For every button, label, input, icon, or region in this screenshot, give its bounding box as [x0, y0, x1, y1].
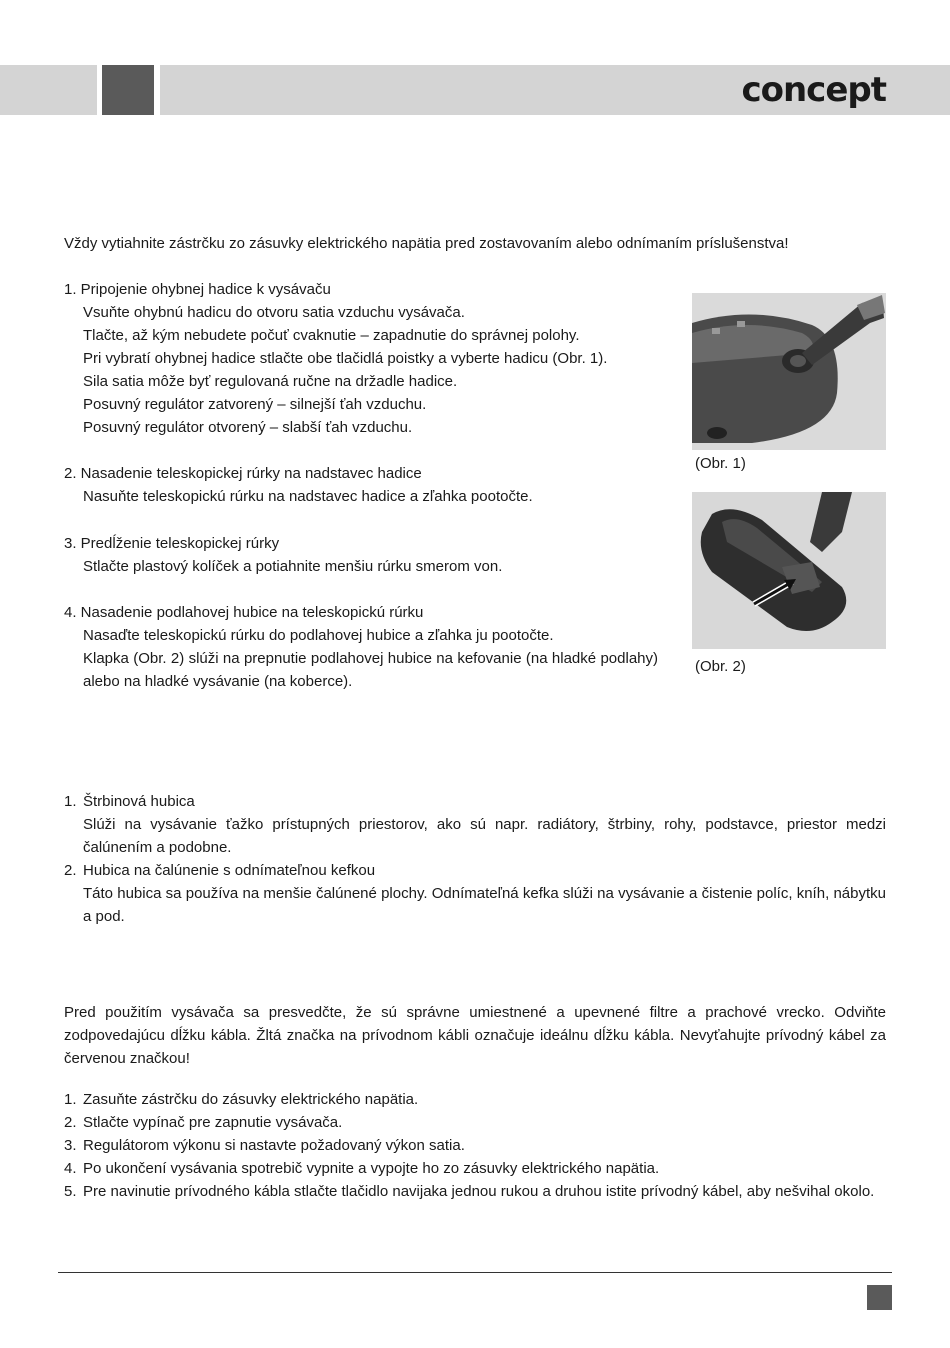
- accessory-title: Štrbinová hubica: [83, 793, 195, 810]
- accessories-list: [64, 790, 886, 928]
- accessory-title: Hubica na čalúnenie s odnímateľnou kefkou: [83, 862, 376, 879]
- footer-divider: [58, 1272, 892, 1273]
- list-item: [64, 859, 886, 928]
- figure-1-caption: (Obr. 1): [695, 455, 746, 472]
- list-number: 1.: [64, 1091, 77, 1108]
- list-number: 2.: [64, 1114, 77, 1131]
- assembly-section-1: [64, 278, 664, 439]
- assembly-section-4: [64, 601, 658, 693]
- instruction-line: Tlačte, až kým nebudete počuť cvaknutie – zapadnutie do správnej polohy.: [83, 327, 580, 344]
- step-text: Zasuňte zástrčku do zásuvky elektrického napätia.: [83, 1091, 419, 1108]
- instruction-line: Posuvný regulátor otvorený – slabší ťah vzduchu.: [83, 419, 413, 436]
- accessory-description: Táto hubica sa používa na menšie čalúnené plochy. Odnímateľná kefka slúži na vysávanie a čistenie políc, kníh, nábytku a pod.: [83, 885, 886, 925]
- list-item: [64, 1180, 886, 1203]
- section-title: 1. Pripojenie ohybnej hadice k vysávaču: [64, 281, 331, 298]
- list-number: 1.: [64, 793, 77, 810]
- header-section-marker: [102, 65, 154, 115]
- list-item: [64, 1134, 886, 1157]
- usage-steps: [64, 1088, 886, 1203]
- list-item: [64, 790, 886, 859]
- instruction-line: Posuvný regulátor zatvorený – silnejší ťah vzduchu.: [83, 396, 427, 413]
- section-title: 2. Nasadenie teleskopickej rúrky na nadstavec hadice: [64, 465, 422, 482]
- instruction-line: Nasaďte teleskopickú rúrku do podlahovej hubice a zľahka ju pootočte.: [83, 627, 554, 644]
- list-item: [64, 1111, 886, 1134]
- figure-floor-nozzle-photo: [692, 492, 886, 649]
- instruction-line: Stlačte plastový kolíček a potiahnite menšiu rúrku smerom von.: [83, 558, 503, 575]
- brand-logo: concept: [741, 70, 886, 110]
- list-number: 5.: [64, 1183, 77, 1200]
- step-text: Po ukončení vysávania spotrebič vypnite a vypojte ho zo zásuvky elektrického napätia.: [83, 1160, 660, 1177]
- instruction-line: Klapka (Obr. 2) slúži na prepnutie podlahovej hubice na kefovanie (na hladké podlahy) alebo na hladké vysávanie (na koberce).: [83, 650, 658, 690]
- list-item: [64, 1157, 886, 1180]
- figure-2-caption: (Obr. 2): [695, 658, 746, 675]
- usage-paragraph: Pred použitím vysávača sa presvedčte, že sú správne umiestnené a upevnené filtre a prachové vrecko. Odviňte zodpovedajúcu dĺžku kábla. Žltá značka na prívodnom kábli označuje ideálnu dĺžku kábla. Nevyťahujte prívodný kábel za červenou značkou!: [64, 1004, 886, 1067]
- page-marker: [867, 1285, 892, 1310]
- section-title: 4. Nasadenie podlahovej hubice na teleskopickú rúrku: [64, 604, 424, 621]
- instruction-line: Sila satia môže byť regulovaná ručne na držadle hadice.: [83, 373, 458, 390]
- instruction-line: Nasuňte teleskopickú rúrku na nadstavec hadice a zľahka pootočte.: [83, 488, 533, 505]
- intro-warning: Vždy vytiahnite zástrčku zo zásuvky elektrického napätia pred zostavovaním alebo odnímaním príslušenstva!: [64, 235, 789, 252]
- instruction-line: Vsuňte ohybnú hadicu do otvoru satia vzduchu vysávača.: [83, 304, 465, 321]
- step-text: Regulátorom výkonu si nastavte požadovaný výkon satia.: [83, 1137, 465, 1154]
- accessory-description: Slúži na vysávanie ťažko prístupných priestorov, ako sú napr. radiátory, štrbiny, rohy, podstavce, priestor medzi čalúnením a podobne.: [83, 816, 886, 856]
- list-number: 4.: [64, 1160, 77, 1177]
- section-title: 3. Predĺženie teleskopickej rúrky: [64, 535, 280, 552]
- assembly-section-2: [64, 462, 664, 508]
- list-item: [64, 1088, 886, 1111]
- list-number: 3.: [64, 1137, 77, 1154]
- header-bar-left: [0, 65, 97, 115]
- instruction-line: Pri vybratí ohybnej hadice stlačte obe tlačidlá poistky a vyberte hadicu (Obr. 1).: [83, 350, 608, 367]
- list-number: 2.: [64, 862, 77, 879]
- assembly-section-3: [64, 532, 664, 578]
- step-text: Pre navinutie prívodného kábla stlačte tlačidlo navijaka jednou rukou a druhou istite prívodný kábel, aby nešvihal okolo.: [83, 1183, 875, 1200]
- step-text: Stlačte vypínač pre zapnutie vysávača.: [83, 1114, 343, 1131]
- figure-vacuum-hose-photo: [692, 293, 886, 450]
